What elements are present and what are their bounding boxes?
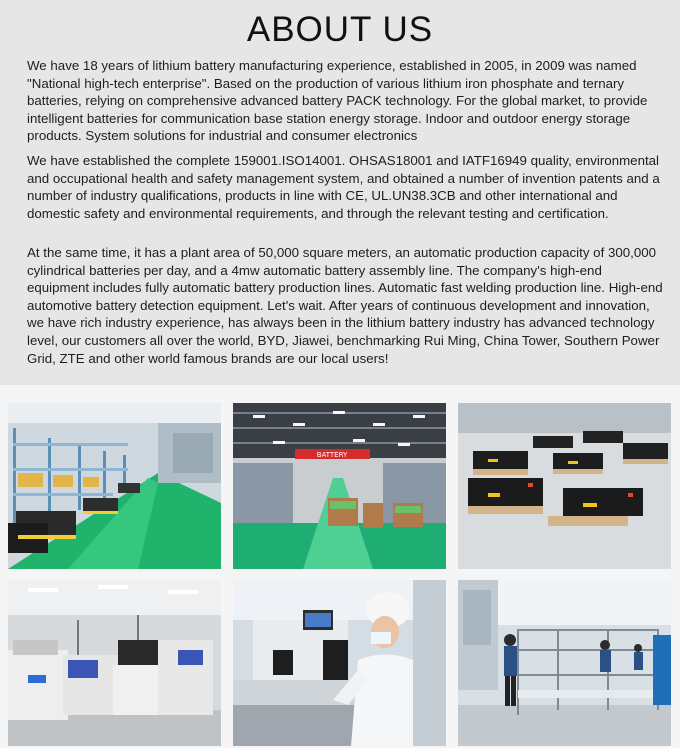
banner-text: BATTERY (316, 451, 348, 459)
certifications-paragraph: We have established the complete 159001.ISO14001. OHSAS18001 and IATF16949 quality, environmental and occupational health and safety management system, and obtained a number of invention patents and a number of industry qualifications, products in line with CE, UL.UN38.3CB and other international and domestic safety and environmental requirements, and through the relevant testing and certification. (27, 153, 660, 221)
factory-photo-worker-machine (233, 580, 446, 746)
page-title: ABOUT US (246, 10, 434, 49)
factory-photo-warehouse-racks (8, 403, 221, 569)
factory-photo-production-hall (233, 403, 446, 569)
facilities-paragraph: At the same time, it has a plant area of 50,000 square meters, an automatic production capacity of 300,000 cylindrical batteries per day, and a 4mw automatic battery assembly line. The company's high-end equipment includes fully automatic battery production lines. Automatic fast welding production line. High-end automotive battery detection equipment. Let's wait. After years of continuous development and innovation, we have rich industry experience, has always been in the lithium battery industry has advanced technology level, our customers all over the world, BYD, Jiawei, benchmarking Rui Ming, China Tower, Southern Power Grid, ZTE and other world famous brands are our local users! (27, 245, 663, 366)
factory-photo-battery-packs (458, 403, 671, 569)
factory-photo-assembly-line (458, 580, 671, 746)
intro-paragraph: We have 18 years of lithium battery manufacturing experience, established in 2005, in 2009 was named "National high-tech enterprise". Based on the production of various lithium iron phosphate and ternary batteries, relying on comprehensive advanced battery PACK technology. For the global market, to provide intelligent batteries for communication base station energy storage. Indoor and outdoor energy storage products. System solutions for industrial and consumer electronics (27, 58, 648, 144)
factory-photo-automated-machines (8, 580, 221, 746)
